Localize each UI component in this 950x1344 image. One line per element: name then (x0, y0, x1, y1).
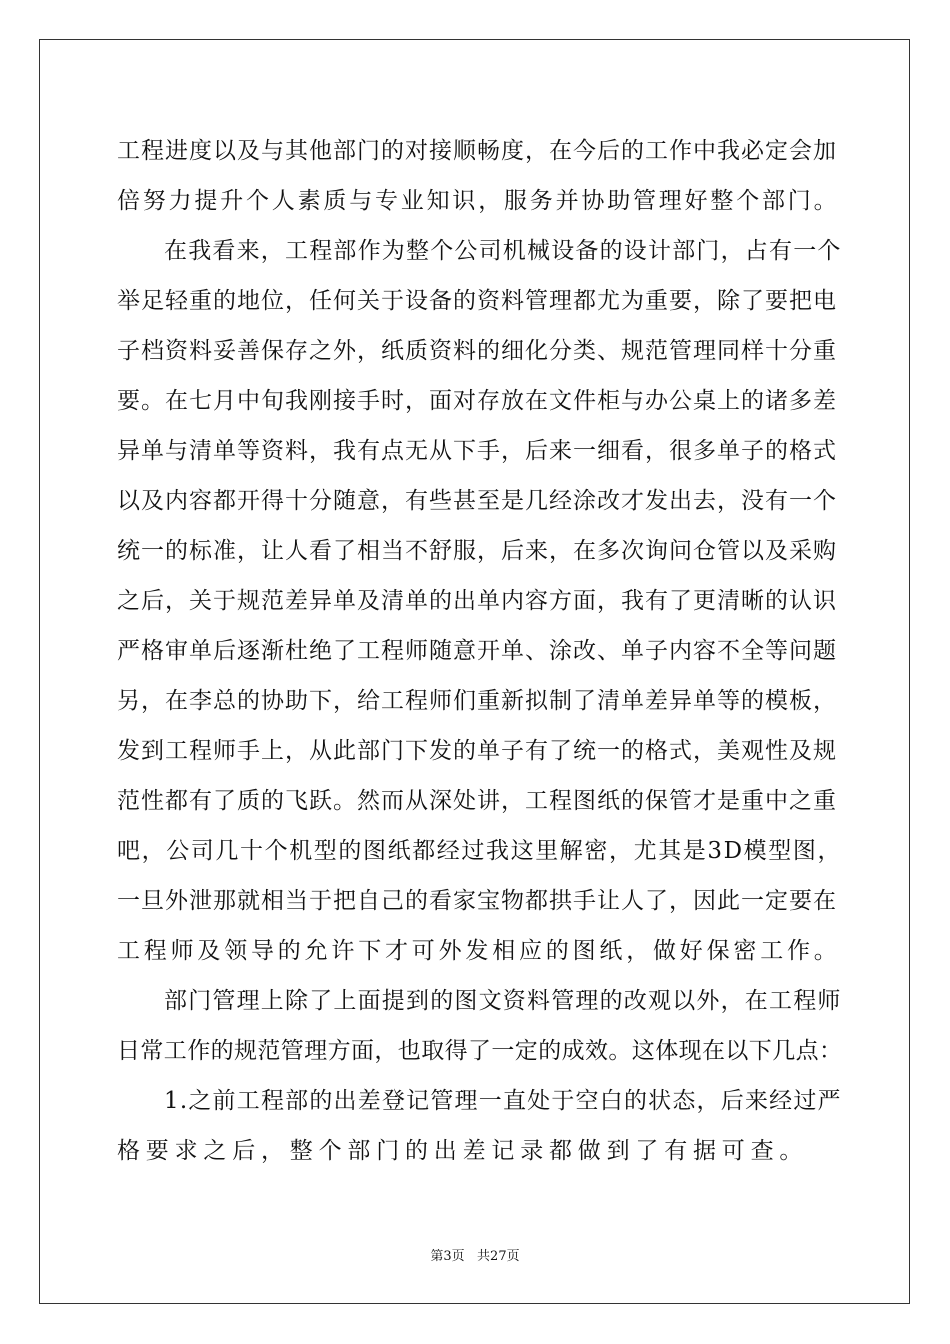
body-text-line: 发到工程师手上，从此部门下发的单子有了统一的格式，美观性及规 (117, 738, 837, 764)
body-text-line: 统一的标准，让人看了相当不舒服，后来，在多次询问仓管以及采购 (117, 538, 837, 564)
body-text-line: 吧，公司几十个机型的图纸都经过我这里解密，尤其是3D模型图， (117, 838, 843, 864)
body-text-line: 另，在李总的协助下，给工程师们重新拟制了清单差异单等的模板， (117, 688, 837, 714)
body-text-line: 日常工作的规范管理方面，也取得了一定的成效。这体现在以下几点： (117, 1038, 843, 1064)
body-text-line: 格要求之后，整个部门的出差记录都做到了有据可查。 (117, 1138, 809, 1164)
body-text-line: 工程师及领导的允许下才可外发相应的图纸，做好保密工作。 (117, 938, 841, 964)
page-number-footer: 第3页 共27页 (430, 1249, 520, 1264)
list-item-first-line: 1.之前工程部的出差登记管理一直处于空白的状态，后来经过严 (164, 1088, 842, 1114)
body-text-line: 异单与清单等资料，我有点无从下手，后来一细看，很多单子的格式 (117, 438, 837, 464)
body-text-line: 范性都有了质的飞跃。然而从深处讲，工程图纸的保管才是重中之重 (117, 788, 837, 814)
body-text-line: 严格审单后逐渐杜绝了工程师随意开单、涂改、单子内容不全等问题 (117, 638, 837, 664)
body-text-line: 之后，关于规范差异单及清单的出单内容方面，我有了更清晰的认识 (117, 588, 837, 614)
body-text-line: 以及内容都开得十分随意，有些甚至是几经涂改才发出去，没有一个 (117, 488, 837, 514)
body-text-line: 工程进度以及与其他部门的对接顺畅度，在今后的工作中我必定会加 (117, 138, 837, 164)
body-text-line: 要。在七月中旬我刚接手时，面对存放在文件柜与办公桌上的诸多差 (117, 388, 837, 414)
body-text-line: 子档资料妥善保存之外，纸质资料的细化分类、规范管理同样十分重 (117, 338, 837, 364)
body-text-line: 一旦外泄那就相当于把自己的看家宝物都拱手让人了，因此一定要在 (117, 888, 837, 914)
paragraph-first-line: 部门管理上除了上面提到的图文资料管理的改观以外，在工程师 (164, 988, 842, 1014)
body-text-line: 举足轻重的地位，任何关于设备的资料管理都尤为重要，除了要把电 (117, 288, 837, 314)
paragraph-first-line: 在我看来，工程部作为整个公司机械设备的设计部门，占有一个 (164, 238, 842, 264)
body-text-line: 倍努力提升个人素质与专业知识，服务并协助管理好整个部门。 (117, 188, 840, 214)
